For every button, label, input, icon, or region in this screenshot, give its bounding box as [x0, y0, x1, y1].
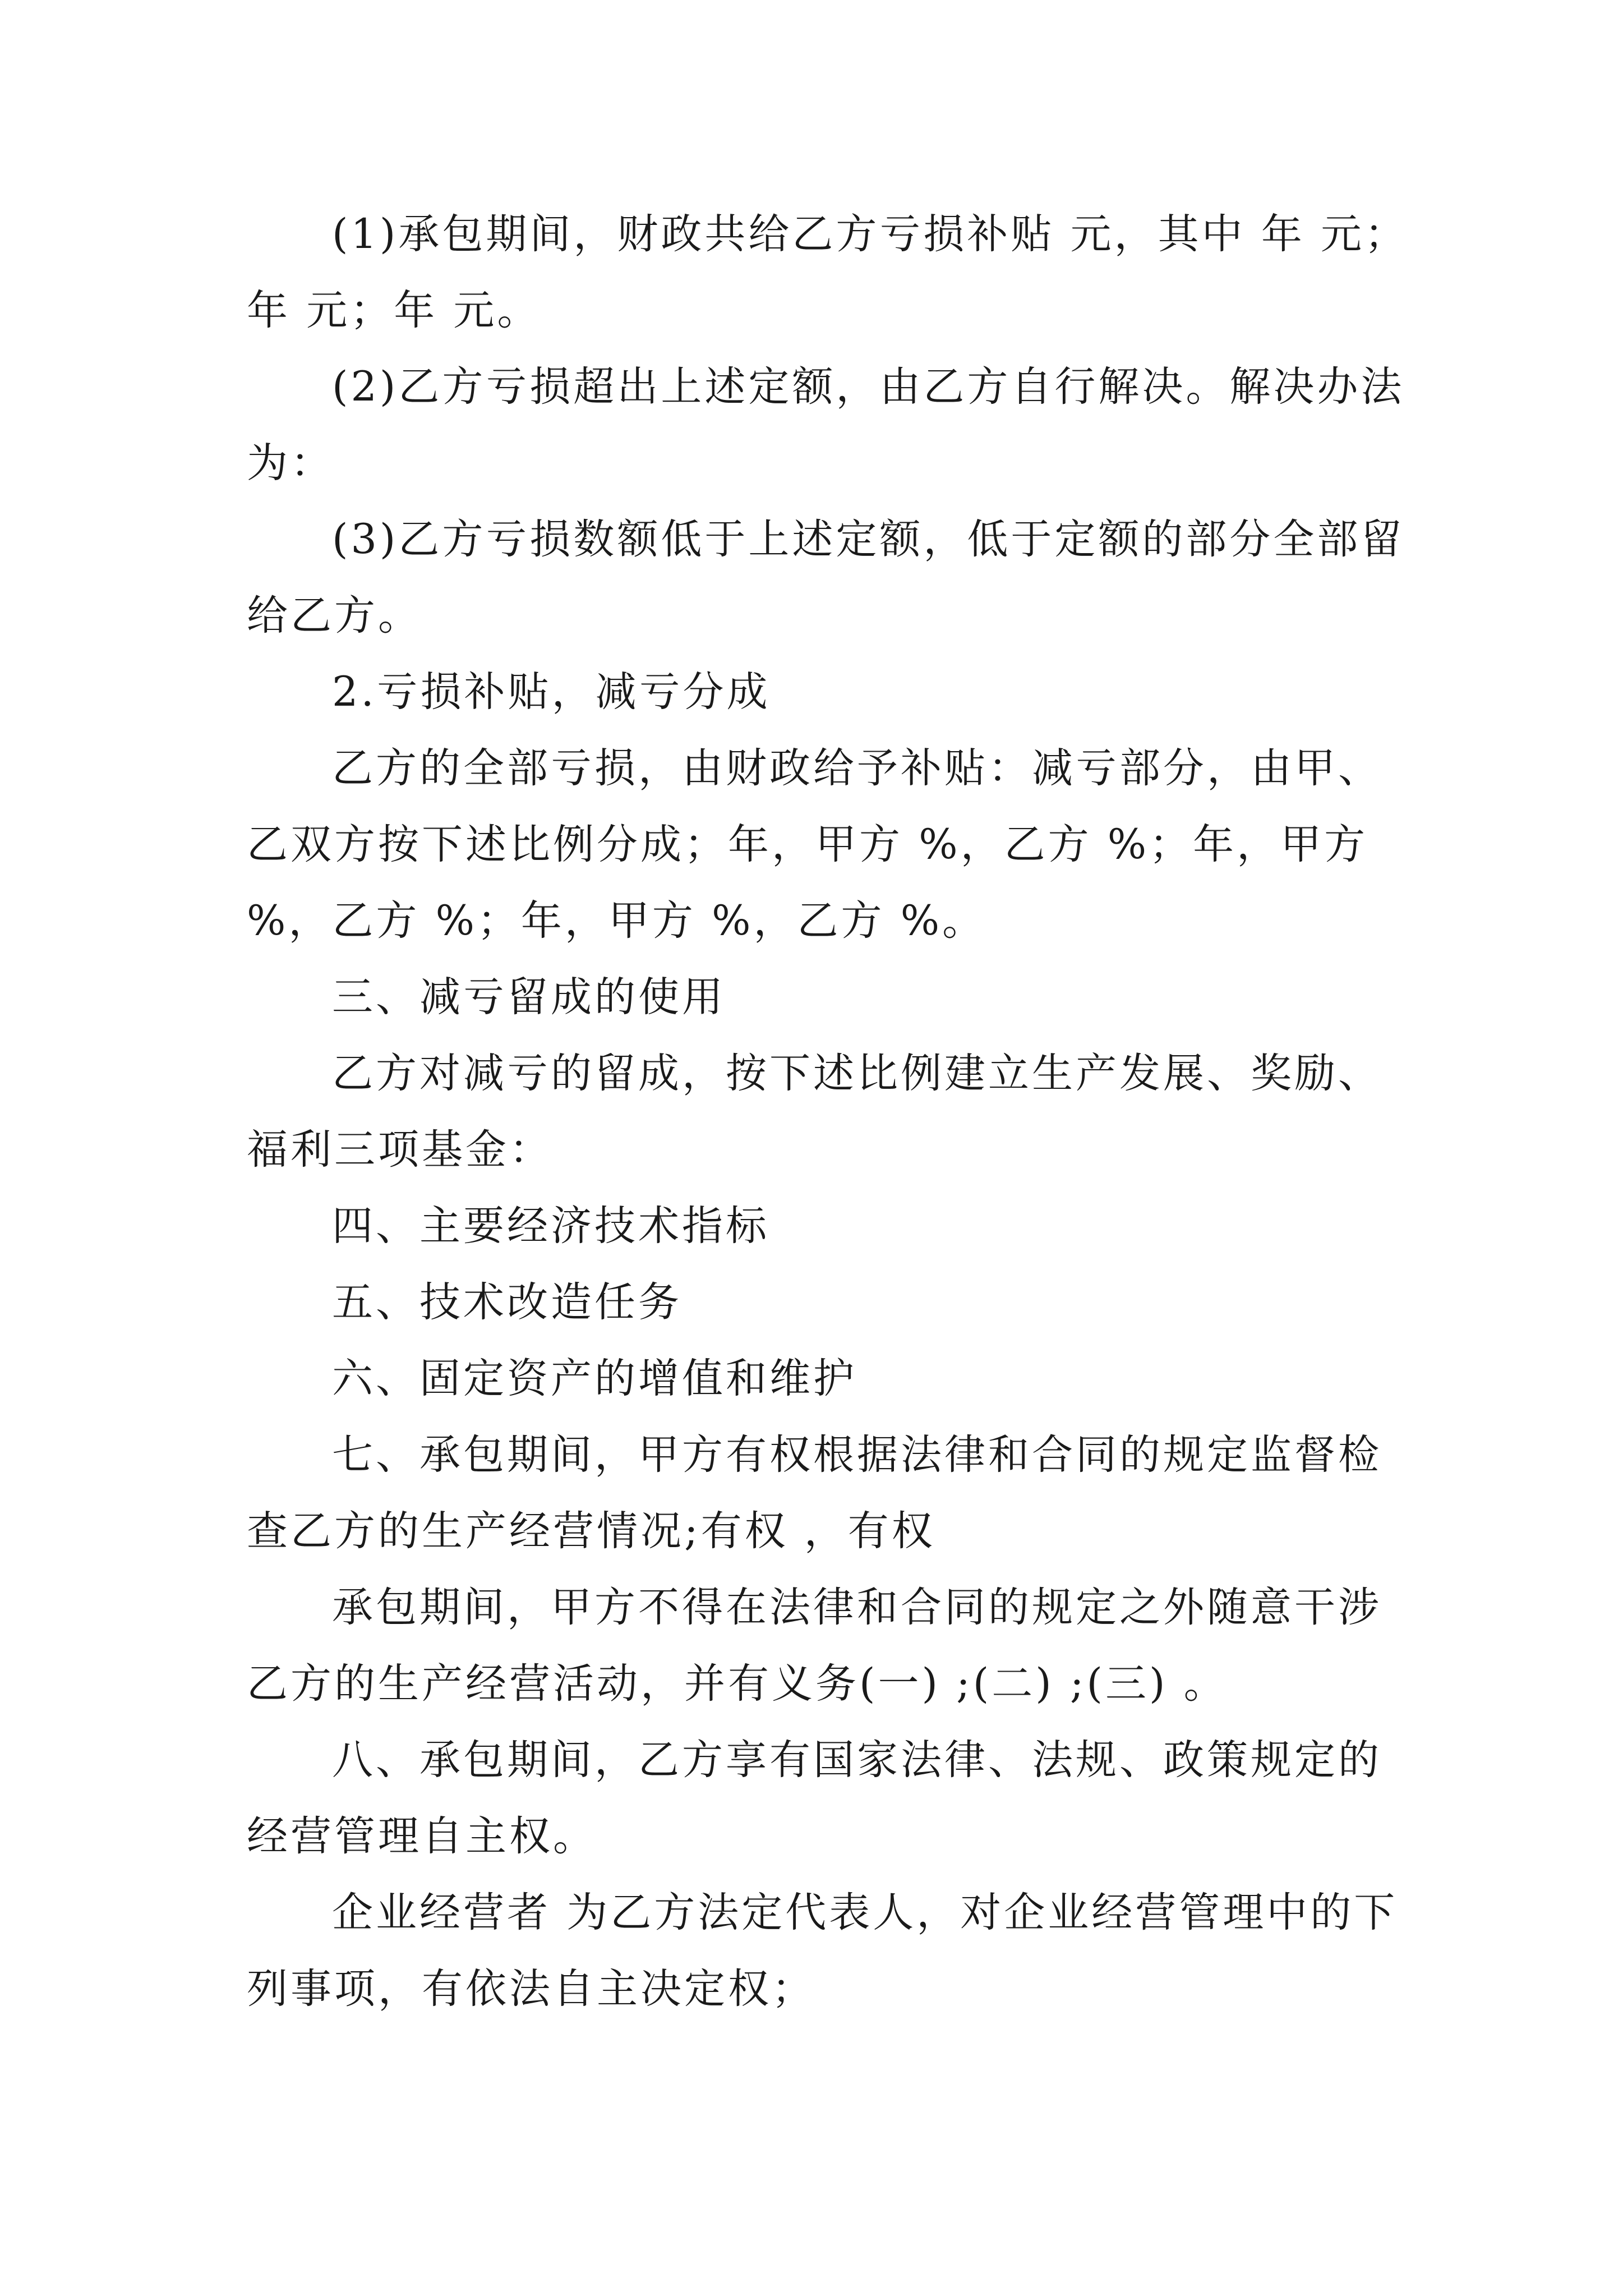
heading-section-three: 三、减亏留成的使用: [332, 973, 726, 1021]
paragraph-section-eight: 八、承包期间，乙方享有国家法律、法规、政策规定的经营管理自主权。: [247, 1736, 1382, 1860]
heading-section-five: 五、技术改造任务: [332, 1278, 682, 1326]
paragraph-excess-loss: (2)乙方亏损超出上述定额，由乙方自行解决。解决办法为：: [247, 363, 1405, 487]
paragraph-legal-representative: 企业经营者 为乙方法定代表人，对企业经营管理中的下列事项，有依法自主决定权；: [247, 1889, 1398, 2013]
paragraph-section-seven: 七、承包期间，甲方有权根据法律和合同的规定监督检查乙方的生产经营情况;有权 ，有权: [247, 1431, 1382, 1555]
paragraph-retention-funds: 乙方对减亏的留成，按下述比例建立生产发展、奖励、福利三项基金：: [247, 1050, 1382, 1174]
heading-section-six: 六、固定资产的增值和维护: [332, 1355, 857, 1402]
paragraph-loss-sharing-ratio: 乙方的全部亏损，由财政给予补贴：减亏部分，由甲、乙双方按下述比例分成；年，甲方 %，乙方 %；年，甲方 %，乙方 %；年，甲方 %，乙方 %。: [247, 744, 1382, 945]
heading-section-four: 四、主要经济技术指标: [332, 1202, 769, 1250]
paragraph-lower-loss: (3)乙方亏损数额低于上述定额，低于定额的部分全部留给乙方。: [247, 516, 1405, 639]
paragraph-subsidy-amount: (1)承包期间，财政共给乙方亏损补贴 元，其中 年 元；年 元；年 元。: [247, 210, 1409, 334]
paragraph-party-a-obligations: 承包期间，甲方不得在法律和合同的规定之外随意干涉乙方的生产经营活动，并有义务(一) ;(二) ;(三) 。: [247, 1584, 1382, 1708]
document-body: [247, 196, 1413, 2027]
heading-loss-subsidy-sharing: 2.亏损补贴，减亏分成: [332, 668, 771, 716]
